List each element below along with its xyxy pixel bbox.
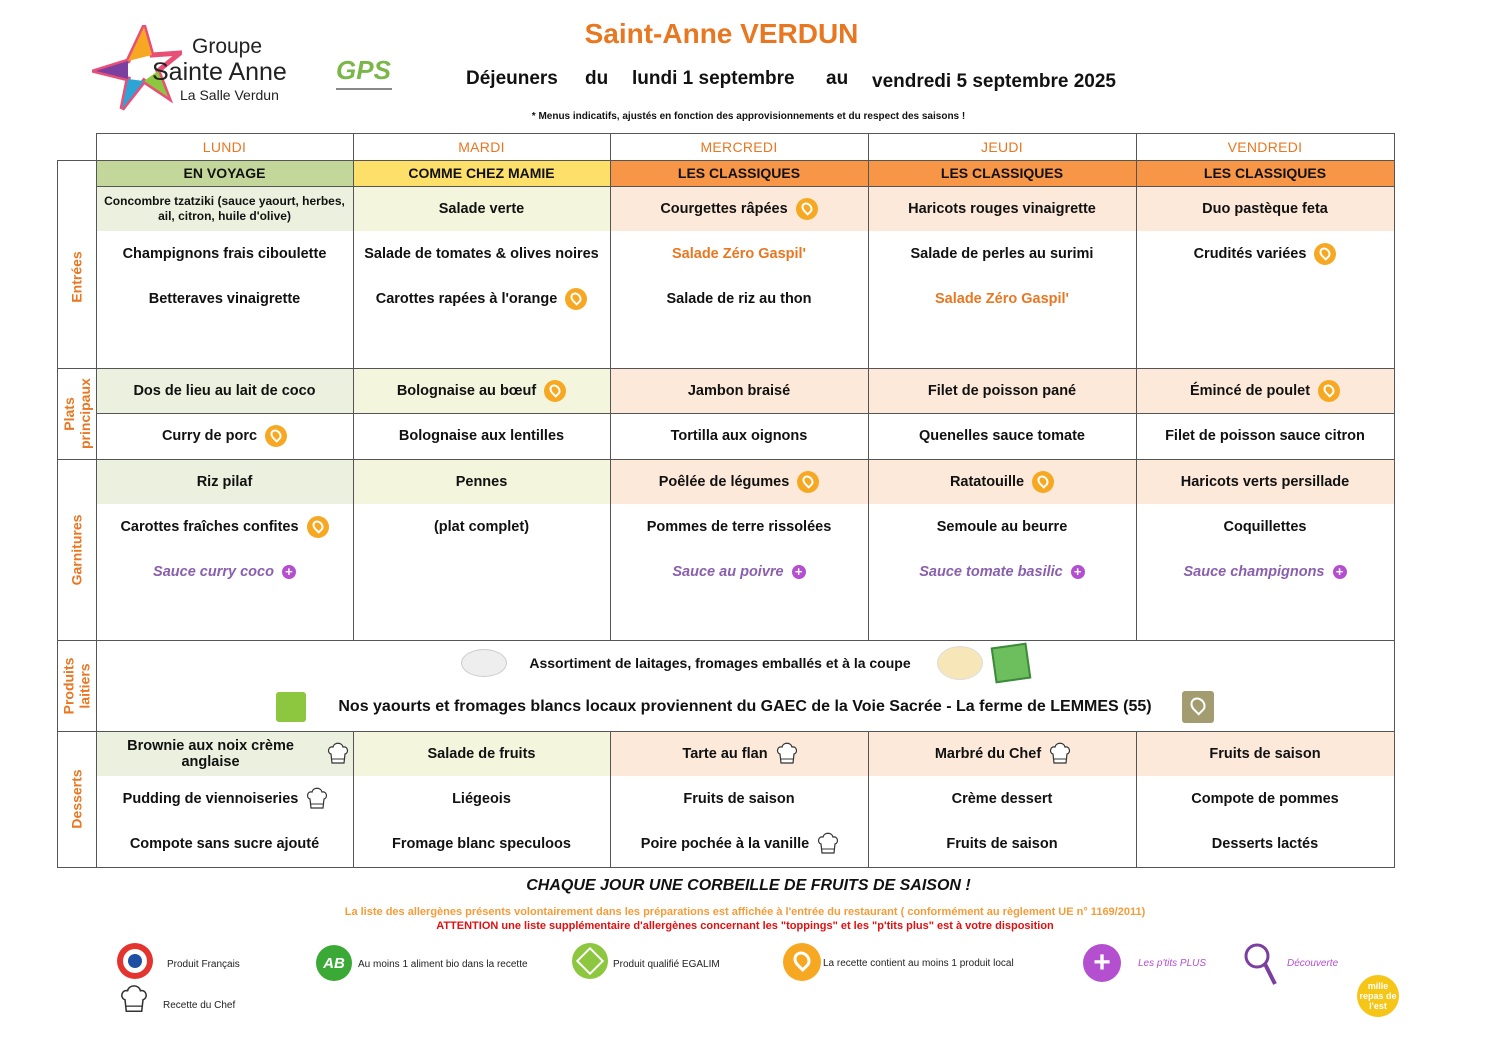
entrees-item: Duo pastèque feta	[1202, 200, 1328, 217]
theme-header: LES CLASSIQUES	[610, 160, 868, 186]
desserts-item: Compote sans sucre ajouté	[129, 836, 320, 852]
local-pin-icon	[565, 288, 587, 310]
local-pin-icon	[797, 471, 819, 493]
table-rule	[1394, 133, 1395, 867]
entrees-cell	[610, 276, 868, 321]
plats-cell	[868, 413, 1136, 458]
desserts-cell	[1136, 731, 1394, 776]
plats-item: Filet de poisson sauce citron	[1165, 427, 1365, 444]
category-plats	[57, 368, 96, 459]
table-rule	[96, 133, 97, 867]
garnitures-item: Sauce champignons	[1183, 563, 1325, 580]
theme-header: LES CLASSIQUES	[1136, 160, 1394, 186]
entrees-item: Courgettes râpées	[660, 200, 788, 217]
plats-cell	[353, 413, 610, 458]
local-product-icon	[783, 943, 821, 981]
egalim-icon	[572, 943, 608, 979]
plats-cell	[610, 368, 868, 413]
garnitures-cell	[610, 459, 868, 504]
desserts-item: Fromage blanc speculoos	[392, 836, 571, 852]
plats-cell	[96, 368, 353, 413]
desserts-item: Desserts lactés	[1211, 836, 1319, 852]
desserts-cell	[868, 821, 1136, 867]
day-header-lundi: LUNDI	[202, 138, 247, 155]
garnitures-item: Ratatouille	[949, 473, 1025, 490]
entrees-cell	[1136, 186, 1394, 231]
garnitures-item: Carottes fraîches confites	[120, 518, 299, 535]
category-label: Desserts	[68, 769, 85, 829]
category-label: Entrées	[68, 251, 85, 303]
legend-decouverte: Découverte	[1287, 958, 1339, 969]
local-pin-icon	[1032, 471, 1054, 493]
table-rule	[610, 731, 611, 867]
plats-cell	[1136, 413, 1394, 458]
desserts-cell	[868, 776, 1136, 821]
entrees-item: Salade de perles au surimi	[910, 245, 1094, 262]
day-header-mercredi: MERCREDI	[700, 138, 778, 155]
desserts-cell	[96, 776, 353, 821]
plats-item: Bolognaise au bœuf	[396, 382, 537, 399]
entrees-item: Carottes rapées à l'orange	[375, 290, 558, 307]
table-rule	[57, 731, 1395, 732]
desserts-item: Fruits de saison	[946, 836, 1058, 852]
garnitures-cell	[1136, 504, 1394, 549]
entrees-cell	[868, 276, 1136, 321]
garnitures-item: Sauce tomate basilic	[919, 563, 1063, 580]
plats-cell	[868, 368, 1136, 413]
garnitures-cell	[353, 459, 610, 504]
category-label: Garnitures	[68, 514, 85, 585]
table-rule	[96, 133, 1395, 134]
theme-header: LES CLASSIQUES	[868, 160, 1136, 186]
entrees-item: Concombre tzatziki (sauce yaourt, herbes, ail, citron, huile d'olive)	[104, 193, 345, 223]
table-rule	[868, 133, 869, 640]
table-rule	[353, 731, 354, 867]
table-rule	[57, 160, 58, 867]
entrees-item: Betteraves vinaigrette	[148, 290, 301, 307]
garnitures-item: Riz pilaf	[196, 473, 253, 490]
subtitle-end-date: vendredi 5 septembre 2025	[872, 71, 1116, 92]
cheese-box-image	[990, 643, 1031, 684]
chef-hat-icon	[817, 831, 837, 857]
desserts-item: Salade de fruits	[427, 745, 536, 762]
plus-icon: +	[282, 565, 296, 579]
local-pin-icon	[544, 380, 566, 402]
garnitures-cell	[610, 504, 868, 549]
egalim-icon	[276, 692, 306, 722]
garnitures-item: Pennes	[455, 473, 508, 490]
desserts-cell	[96, 821, 353, 867]
plus-icon: +	[1071, 565, 1085, 579]
desserts-cell	[353, 731, 610, 776]
chef-hat-icon	[327, 741, 347, 767]
plats-item: Curry de porc	[161, 427, 258, 444]
table-rule	[96, 413, 1395, 414]
subtitle-au: au	[826, 68, 849, 89]
plats-item: Jambon braisé	[687, 382, 791, 399]
plats-item: Bolognaise aux lentilles	[398, 427, 565, 444]
plats-item: Émincé de poulet	[1189, 382, 1311, 399]
plats-cell	[1136, 368, 1394, 413]
desserts-cell	[353, 821, 610, 867]
desserts-item: Crème dessert	[951, 790, 1053, 807]
table-rule	[96, 186, 1395, 187]
allergen-note: La liste des allergènes présents volontairement dans les préparations est affichée à l'entrée du restaurant ( conformément au règlement UE n° 1169/2011)	[344, 906, 1146, 918]
table-rule	[1136, 731, 1137, 867]
garnitures-cell	[353, 504, 610, 549]
desserts-item: Poire pochée à la vanille	[640, 836, 810, 852]
entrees-cell	[610, 186, 868, 231]
plats-cell	[610, 413, 868, 458]
day-header-mardi: MARDI	[458, 138, 505, 155]
plats-cell	[353, 368, 610, 413]
cheese-image	[937, 646, 983, 680]
category-laitiers	[57, 640, 96, 731]
theme-header: COMME CHEZ MAMIE	[353, 160, 610, 186]
plus-icon: +	[792, 565, 806, 579]
mille-repas-text: mille repas de l'est	[1359, 981, 1397, 1011]
page-title: Saint-Anne VERDUN	[584, 18, 859, 49]
garnitures-item: Semoule au beurre	[936, 518, 1068, 535]
local-pin-icon	[796, 198, 818, 220]
desserts-item: Tarte au flan	[682, 745, 768, 762]
entrees-cell	[868, 186, 1136, 231]
plats-cell	[96, 413, 353, 458]
chef-hat-icon	[306, 786, 326, 812]
entrees-item: Salade de riz au thon	[666, 290, 812, 307]
chef-hat-icon	[776, 741, 796, 767]
desserts-item: Pudding de viennoiseries	[122, 790, 299, 807]
garnitures-cell	[96, 549, 353, 594]
garnitures-item: Haricots verts persillade	[1180, 473, 1350, 490]
local-pin-icon	[265, 425, 287, 447]
plats-item: Filet de poisson pané	[927, 382, 1077, 399]
table-rule	[868, 731, 869, 867]
entrees-item: Salade Zéro Gaspil'	[935, 290, 1069, 307]
chef-hat-legend-icon	[118, 983, 150, 1024]
desserts-cell	[1136, 776, 1394, 821]
entrees-cell	[96, 231, 353, 276]
desserts-item: Compote de pommes	[1191, 790, 1339, 807]
laitiers-line2	[96, 688, 1394, 726]
garnitures-item: Coquillettes	[1223, 518, 1307, 535]
desserts-cell	[610, 821, 868, 867]
menu-note: * Menus indicatifs, ajustés en fonction des approvisionnements et du respect des saisons !	[531, 111, 966, 122]
table-rule	[57, 640, 1395, 641]
theme-header: EN VOYAGE	[96, 160, 353, 186]
gps-logo-text: GPS	[336, 55, 391, 85]
desserts-item: Brownie aux noix crème anglaise	[127, 737, 294, 770]
day-header-vendredi: VENDREDI	[1227, 138, 1303, 155]
entrees-cell	[868, 231, 1136, 276]
subtitle-start-date: lundi 1 septembre	[632, 68, 795, 89]
chef-hat-icon	[1049, 741, 1069, 767]
decouverte-icon	[1244, 943, 1278, 992]
entrees-cell	[353, 186, 610, 231]
subtitle-dejeuners: Déjeuners	[466, 68, 558, 89]
legend-ptits-plus: Les p'tits PLUS	[1138, 958, 1207, 969]
category-garnitures	[57, 459, 96, 640]
desserts-cell	[96, 731, 353, 776]
desserts-item: Liégeois	[452, 790, 511, 807]
plats-item: Tortilla aux oignons	[670, 427, 808, 444]
entrees-item: Haricots rouges vinaigrette	[908, 200, 1096, 217]
table-rule	[57, 160, 1395, 161]
local-pin-icon	[1314, 243, 1336, 265]
plus-icon: +	[1333, 565, 1347, 579]
legend-bio: Au moins 1 aliment bio dans la recette	[358, 959, 528, 970]
garnitures-item: Poêlée de légumes	[658, 473, 790, 490]
entrees-cell	[1136, 276, 1394, 321]
entrees-item: Crudités variées	[1193, 245, 1307, 262]
garnitures-item: Sauce au poivre	[672, 563, 784, 580]
garnitures-cell	[868, 504, 1136, 549]
entrees-item: Salade de tomates & olives noires	[364, 245, 599, 262]
entrees-item: Salade Zéro Gaspil'	[672, 245, 806, 262]
garnitures-cell	[353, 549, 610, 594]
table-rule	[57, 867, 1395, 868]
table-rule	[57, 459, 1395, 460]
fruits-banner: CHAQUE JOUR UNE CORBEILLE DE FRUITS DE SAISON !	[526, 877, 971, 894]
entrees-cell	[353, 231, 610, 276]
desserts-item: Marbré du Chef	[934, 745, 1042, 762]
legend-francais: Produit Français	[167, 959, 240, 970]
entrees-cell	[96, 186, 353, 231]
desserts-item: Fruits de saison	[1209, 745, 1321, 762]
laitiers-text: Assortiment de laitages, fromages emballés et à la coupe	[529, 655, 911, 671]
plats-item: Dos de lieu au lait de coco	[133, 382, 316, 399]
subtitle-du: du	[585, 68, 609, 89]
desserts-cell	[610, 731, 868, 776]
table-rule	[57, 368, 1395, 369]
category-label: Produits laitiers	[60, 657, 93, 714]
laitiers-local-text: Nos yaourts et fromages blancs locaux proviennent du GAEC de la Voie Sacrée - La ferme de LEMMES (55)	[338, 698, 1152, 715]
bio-icon: AB	[316, 945, 352, 981]
garnitures-item: (plat complet)	[433, 518, 530, 535]
desserts-cell	[1136, 821, 1394, 867]
table-rule	[353, 133, 354, 640]
entrees-item: Champignons frais ciboulette	[122, 245, 327, 262]
legend-local: La recette contient au moins 1 produit local	[823, 958, 1014, 969]
plats-item: Quenelles sauce tomate	[918, 427, 1085, 444]
entrees-cell	[610, 231, 868, 276]
legend-chef: Recette du Chef	[163, 1000, 236, 1011]
entrees-cell	[96, 276, 353, 321]
garnitures-cell	[96, 504, 353, 549]
garnitures-cell	[868, 459, 1136, 504]
category-entrees	[57, 186, 96, 368]
table-rule	[1136, 133, 1137, 640]
category-desserts	[57, 731, 96, 867]
local-pin-icon	[307, 516, 329, 538]
garnitures-cell	[1136, 549, 1394, 594]
category-label: Plats principaux	[60, 377, 93, 449]
desserts-item: Fruits de saison	[683, 790, 795, 807]
desserts-cell	[353, 776, 610, 821]
logo-line3: La Salle Verdun	[180, 87, 279, 103]
ptits-plus-icon: +	[1083, 944, 1121, 982]
garnitures-item: Pommes de terre rissolées	[646, 518, 832, 535]
table-rule	[610, 133, 611, 640]
garnitures-cell	[1136, 459, 1394, 504]
garnitures-cell	[96, 459, 353, 504]
entrees-cell	[353, 276, 610, 321]
local-pin-icon	[1318, 380, 1340, 402]
garnitures-cell	[610, 549, 868, 594]
entrees-cell	[1136, 231, 1394, 276]
attention-note: ATTENTION une liste supplémentaire d'allergènes concernant les "toppings" et les "p'tits plus" est à votre disposition	[436, 920, 1054, 932]
day-header-jeudi: JEUDI	[981, 138, 1023, 155]
garnitures-cell	[868, 549, 1136, 594]
legend-egalim: Produit qualifié EGALIM	[613, 959, 720, 970]
french-product-icon	[117, 943, 153, 979]
yogurt-image	[461, 649, 507, 677]
garnitures-item: Sauce curry coco	[153, 563, 274, 580]
gps-logo	[336, 55, 408, 99]
laitiers-line1	[96, 644, 1394, 682]
desserts-cell	[868, 731, 1136, 776]
desserts-cell	[610, 776, 868, 821]
mille-repas-logo	[1357, 975, 1399, 1017]
logo-line1: Groupe	[192, 35, 263, 58]
logo-line2: Sainte Anne	[152, 58, 287, 86]
local-pin-icon	[1182, 691, 1214, 723]
entrees-item: Salade verte	[438, 200, 525, 217]
